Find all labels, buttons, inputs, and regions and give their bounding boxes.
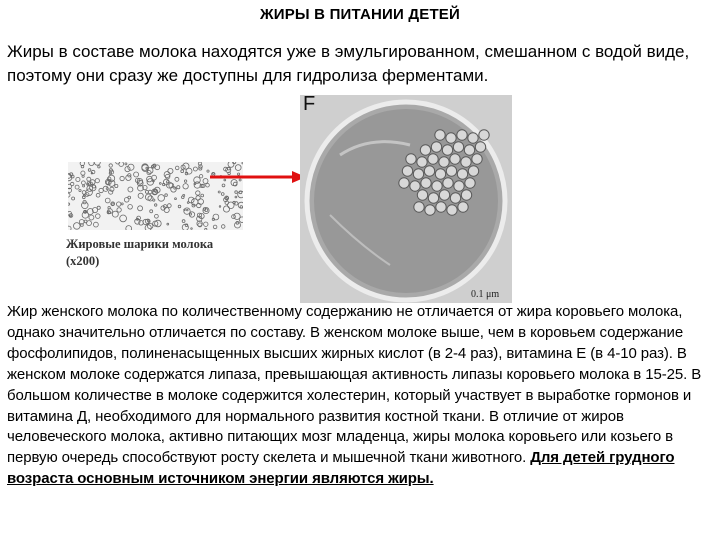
body-emphasis: Для детей грудного возраста основным источником энергии являются жиры. <box>7 449 675 488</box>
milk-figure-caption <box>66 236 256 270</box>
panel-letter: F <box>303 93 316 115</box>
arrow-icon <box>210 170 306 184</box>
slide-title: ЖИРЫ В ПИТАНИИ ДЕТЕЙ <box>259 6 460 23</box>
body-paragraph-text: Жир женского молока по количественному содержанию не отличается от жира коровьего молока, однако значительно отличается по составу. В женском молоке выше, чем в коровьем содержание фосфолипидов, полиненасыщенных высших жирных кислот (в 2-4 раз), витамина Е (в 4-10 раз). В женском молоке содержатся липаза, превышающая активность липазы коровьего молока в 15-25. В большом количестве в молоке содержится холестерин, который участвует в выработке гормонов и витамина Д, необходимого для нормального развития костной ткани. В отличие от жиров человеческого молока, активно питающих мозг младенца, жиры молока коровьего или козьего в первую очередь способствуют росту скелета и мышечной ткани животного. <box>7 303 702 467</box>
body-paragraph <box>7 302 717 490</box>
scale-bar-label: 0.1 μm <box>471 289 500 300</box>
milk-caption-line1: Жировые шарики молока <box>66 237 214 251</box>
milk-caption-line2: (x200) <box>66 254 100 268</box>
intro-paragraph: Жиры в составе молока находятся уже в эмульгированном, смешанном с водой виде, поэтому они сразу же доступны для гидролиза ферментами. <box>7 42 690 85</box>
fat-globule-micrograph <box>300 95 512 303</box>
